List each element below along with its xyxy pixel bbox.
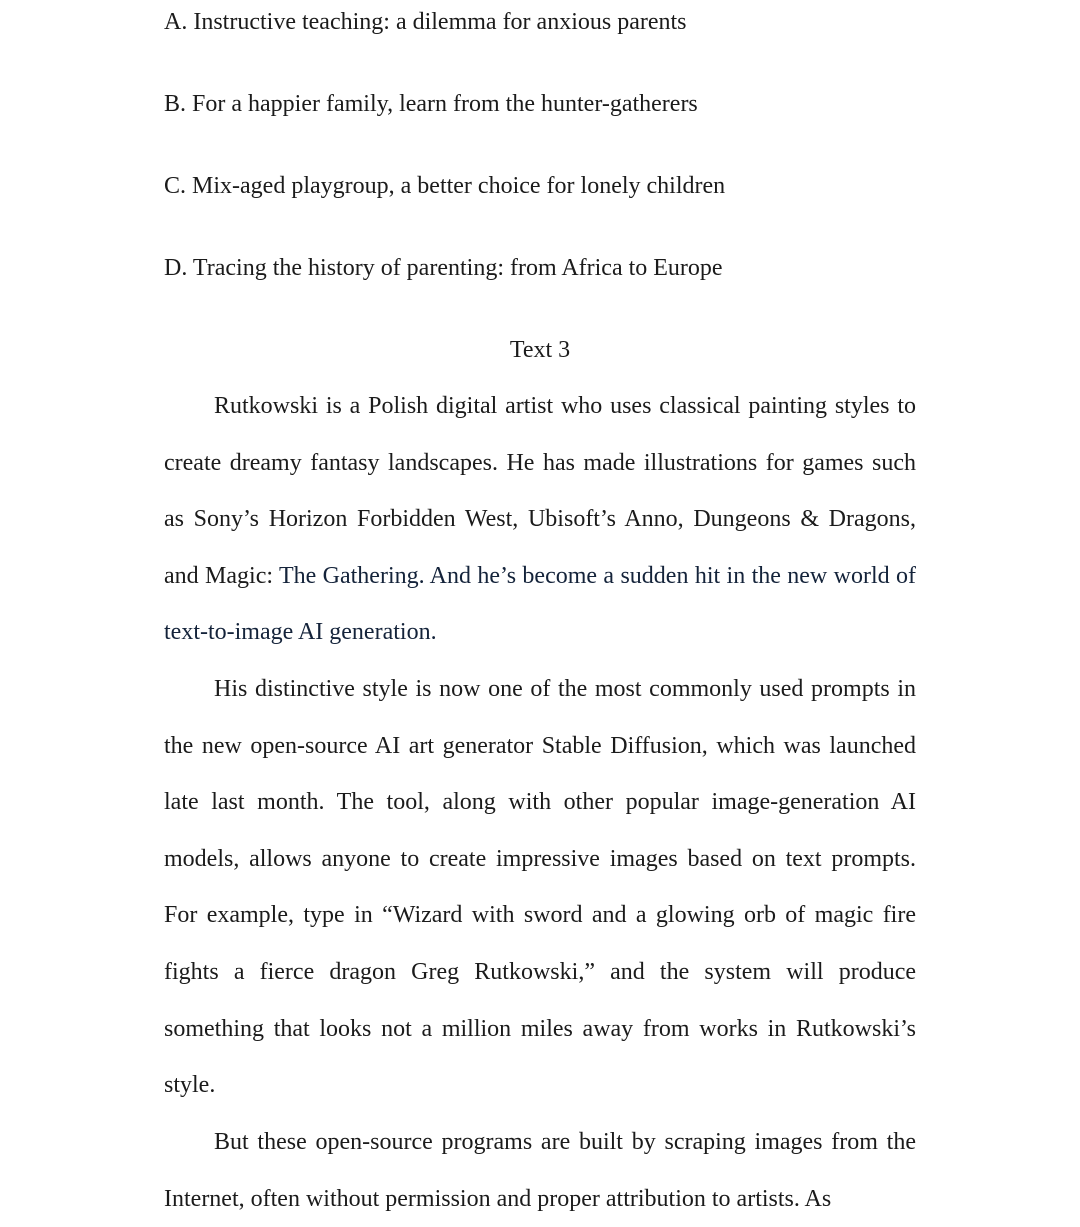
option-letter: C. [164, 173, 187, 199]
option-c [164, 171, 725, 201]
paragraph-1 [164, 378, 916, 661]
option-d [164, 253, 723, 283]
section-heading: Text 3 [509, 337, 571, 363]
option-b [164, 89, 698, 119]
option-text: Tracing the history of parenting: from Africa to Europe [192, 255, 723, 281]
option-text: Mix-aged playgroup, a better choice for lonely children [192, 173, 726, 199]
paragraph-2: His distinctive style is now one of the most commonly used prompts in the new open-source AI art generator Stable Diffusion, which was launched late last month. The tool, along with other popular image-generation AI models, allows anyone to create impressive images based on text prompts. For example, type in “Wizard with sword and a glowing orb of magic fire fights a fierce dragon Greg Rutkowski,” and the system will produce something that looks not a million miles away from works in Rutkowski’s style. [164, 676, 916, 1099]
option-letter: A. [164, 9, 188, 35]
option-text: Instructive teaching: a dilemma for anxious parents [193, 9, 687, 35]
option-text: For a happier family, learn from the hunter-gatherers [192, 91, 698, 117]
paragraph-1-highlight-text: The Gathering. And he’s become a sudden hit in the new world of text-to-image AI generation. [164, 562, 917, 646]
paragraph-3: But these open-source programs are built by scraping images from the Internet, often without permission and proper attribution to artists. As [164, 1129, 916, 1212]
option-letter: D. [164, 255, 188, 281]
option-a [164, 7, 687, 37]
paragraph-1-text: Rutkowski is a Polish digital artist who uses classical painting styles to create dreamy fantasy landscapes. He has made illustrations for games such as Sony’s Horizon Forbidden West, Ubisoft’s Anno, Dungeons & Dragons, and Magic: [164, 393, 916, 589]
option-letter: B. [164, 91, 187, 117]
